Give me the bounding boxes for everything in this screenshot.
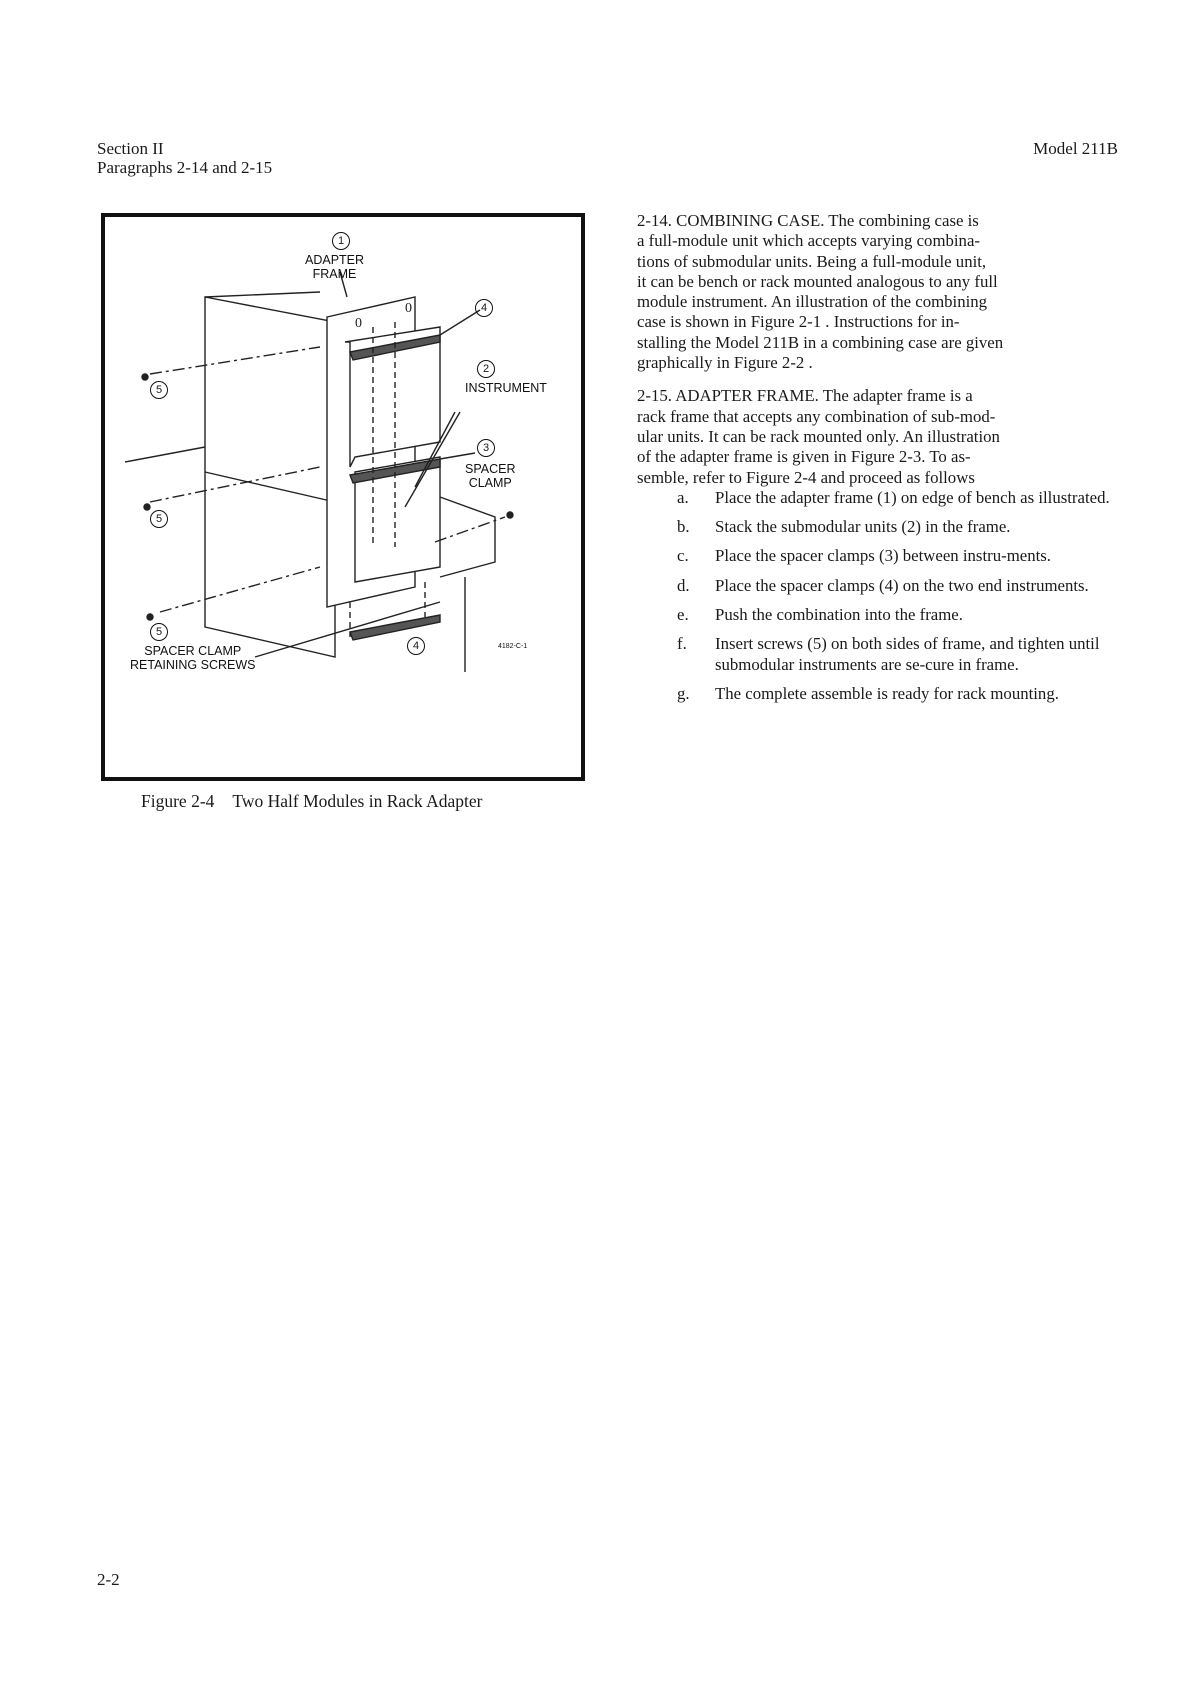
step-text: Place the adapter frame (1) on edge of bench as illustrated. xyxy=(715,487,1110,507)
callout-3: 3 xyxy=(477,439,495,457)
paragraphs-label: Paragraphs 2-14 and 2-15 xyxy=(97,158,273,177)
adapter-frame-label: ADAPTER FRAME xyxy=(305,253,365,281)
step-letter: a. xyxy=(677,487,689,507)
callout-4-top: 4 xyxy=(475,299,493,317)
assembly-step xyxy=(677,576,1132,596)
step-letter: e. xyxy=(677,605,689,625)
figure-caption xyxy=(141,791,500,812)
instrument-label: INSTRUMENT xyxy=(465,381,547,395)
step-letter: d. xyxy=(677,575,690,595)
assembly-step xyxy=(677,605,1132,625)
paragraph-2-14: 2-14. COMBINING CASE. The combining case is a full-module unit which accepts varying combina- tions of submodular units. Being a full-module unit, it can be bench or rack mounted analogous to any full module instrument. An illustration of the combining case is shown in Figure 2-1 . Instructions for in- stalling the Model 211B in a combining case are given graphically in Figure 2-2 . xyxy=(637,211,1004,373)
body-text-column xyxy=(637,211,1132,713)
step-letter: f. xyxy=(677,634,687,654)
step-text: Insert screws (5) on both sides of frame, and tighten until submodular instruments are se-cure in frame. xyxy=(715,634,1100,674)
step-text: Place the spacer clamps (3) between instru-ments. xyxy=(715,546,1051,566)
page-header-left xyxy=(97,139,272,177)
caption-title: Two Half Modules in Rack Adapter xyxy=(232,791,483,811)
step-text: The complete assemble is ready for rack mounting. xyxy=(715,683,1059,703)
spacer-clamp-label: SPACER CLAMP xyxy=(465,462,516,490)
callout-5-middle: 5 xyxy=(150,510,168,528)
callout-4-bottom: 4 xyxy=(407,637,425,655)
step-letter: g. xyxy=(677,683,690,703)
retaining-screws-label: SPACER CLAMP RETAINING SCREWS xyxy=(130,644,256,672)
paragraph-2-15: 2-15. ADAPTER FRAME. The adapter frame is a rack frame that accepts any combination of sub-mod- ular units. It can be rack mounted only. An illustration of the adapter frame is given in Figure 2-3. To as- semble, refer to Figure 2-4 and proceed as follows xyxy=(637,386,1000,487)
callout-5-bottom: 5 xyxy=(150,623,168,641)
assembly-step xyxy=(677,684,1132,704)
step-text: Place the spacer clamps (4) on the two end instruments. xyxy=(715,575,1089,595)
figure-illustration xyxy=(101,213,585,781)
rack-adapter-drawing xyxy=(105,217,581,777)
assembly-step xyxy=(677,488,1132,508)
caption-number: Figure 2-4 xyxy=(141,791,215,811)
assembly-step xyxy=(677,517,1132,537)
assembly-step xyxy=(677,546,1132,566)
model-label: Model 211B xyxy=(1033,139,1118,158)
callout-2: 2 xyxy=(477,360,495,378)
assembly-step xyxy=(677,634,1132,675)
svg-text:0: 0 xyxy=(405,301,412,316)
step-letter: c. xyxy=(677,546,689,566)
callout-5-top: 5 xyxy=(150,381,168,399)
step-text: Stack the submodular units (2) in the frame. xyxy=(715,517,1011,537)
drawing-code: 4182-C-1 xyxy=(498,643,528,650)
step-letter: b. xyxy=(677,517,690,537)
page-number: 2-2 xyxy=(97,1570,120,1589)
callout-1: 1 xyxy=(332,232,350,250)
section-label: Section II xyxy=(97,139,164,158)
svg-text:0: 0 xyxy=(355,316,362,331)
assembly-steps xyxy=(677,488,1132,704)
step-text: Push the combination into the frame. xyxy=(715,605,963,625)
